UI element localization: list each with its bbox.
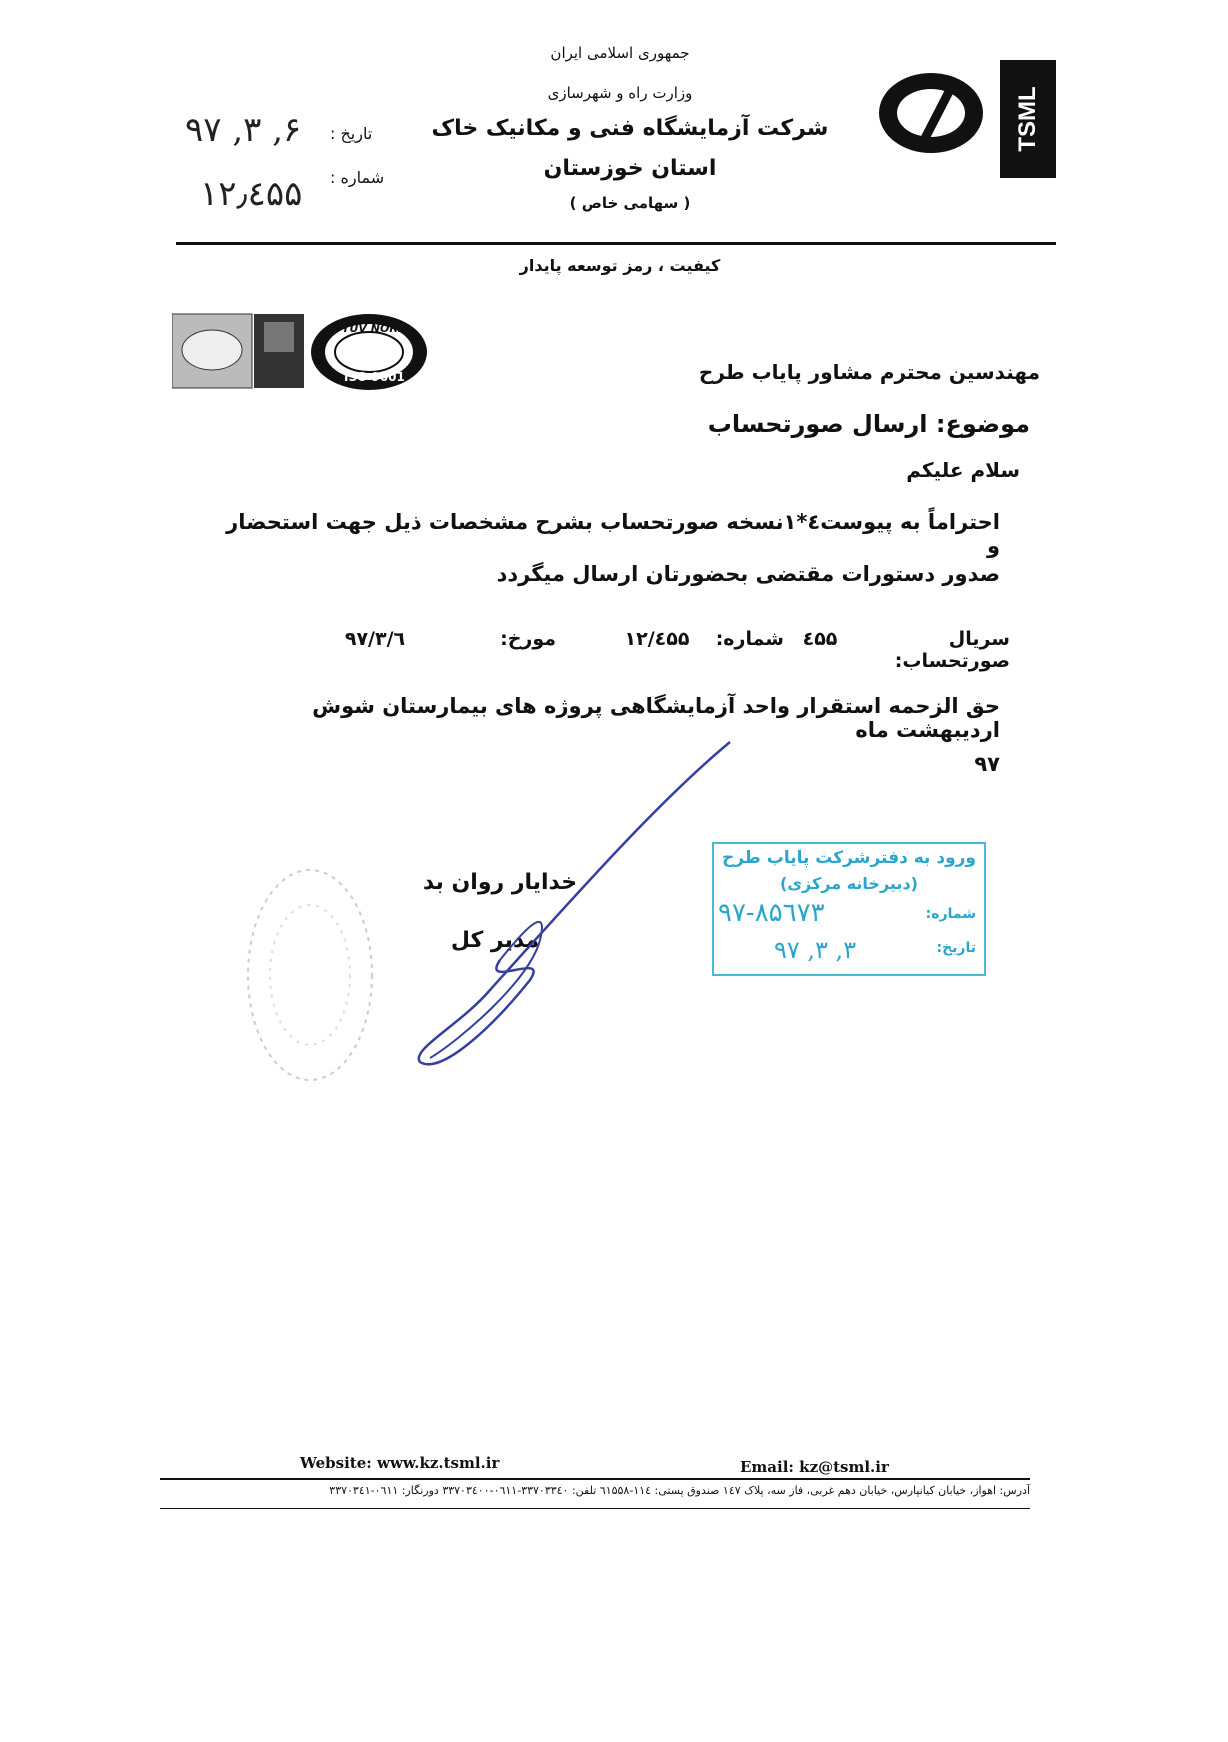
header-country: جمهوری اسلامی ایران [550,44,690,62]
letter-greeting: سلام علیکم [906,458,1020,482]
tsml-logo [1000,60,1056,178]
registration-stamp [712,842,986,976]
letter-paragraph-2: صدور دستورات مقتضی بحضورتان ارسال میگردد [496,562,1000,586]
footer-address: آدرس: اهواز، خیابان کیانپارس، خیابان دهم غربی، فاز سه، پلاک ۱٤۷ صندوق پستی: ۱۱٤-٦۱۵۵۸ تلفن: ۳۳۷۰۳۳٤۰-۰٦۱۱-۳۳۷۰۳٤۰۰ دورنگار: ۰٦۱۱-۳۳۷۰۳٤۱ [329,1484,1030,1497]
footer-email: Email: kz@tsml.ir [740,1458,889,1476]
signature-mark [400,740,760,1070]
handwritten-date: ۹۷ ,۳ ,۶ [185,110,302,150]
certification-logos [172,312,432,392]
date-label: تاریخ : [330,124,373,143]
invoice-description-year: ۹۷ [974,752,1000,776]
tuv-nord-label: TÜV NORD [342,322,407,335]
letter-recipient: مهندسین محترم مشاور پایاب طرح [698,360,1040,384]
invoice-serial-label: سریال صورتحساب: [894,628,1010,672]
invoice-number-value: ۱۲/٤۵۵ [624,628,690,650]
stamp-date-label: تاریخ: [936,940,976,956]
invoice-date-label: مورخ: [500,628,556,650]
iso-9001-label: ISO 9001 [344,370,405,384]
header-province: استان خوزستان [543,156,717,181]
stamp-title: ورود به دفترشرکت پایاب طرح [721,848,976,868]
letter-subject: موضوع: ارسال صورتحساب [707,410,1030,438]
stamp-handwritten-date: ۹۷ ,۳ ,۳ [774,936,857,964]
header-divider [176,242,1056,245]
header-company-name: شرکت آزمایشگاه فنی و مکانیک خاک [431,116,829,141]
invoice-serial-value: ٤۵۵ [802,628,838,650]
company-motto: کیفیت ، رمز توسعه پایدار [519,256,721,275]
number-label: شماره : [330,168,385,187]
stamp-subtitle: (دبیرخانه مرکزی) [780,874,918,893]
letter-paragraph-1: احتراماً به پیوست٤*۱نسخه صورتحساب بشرح مشخصات ذیل جهت استحضار و [226,510,1000,558]
header-company-type: ( سهامی خاص ) [569,194,691,212]
invoice-number-label: شماره: [715,628,784,650]
footer-website: Website: www.kz.tsml.ir [300,1454,500,1472]
stamp-handwritten-number: ۹۷-۸۵٦۷۳ [718,898,825,928]
header-ministry: وزارت راه و شهرسازی [547,84,693,102]
stamp-number-label: شماره: [925,906,976,922]
footer-divider-bottom [160,1508,1030,1509]
signer-title: مدیر کل [450,928,540,953]
invoice-description: حق الزحمه استقرار واحد آزمایشگاهی پروژه های بیمارستان شوش اردیبهشت ماه [312,694,1000,742]
handwritten-number: ۱۲٫٤۵۵ [200,174,303,214]
faint-seal-icon [240,860,380,1090]
company-emblem-icon [876,68,986,158]
letter-closing: خدایار روان بد [422,870,578,895]
footer-divider [160,1478,1030,1480]
invoice-date-value: ۹۷/۳/٦ [344,628,406,650]
tsml-logo-text: TSML [1014,86,1041,152]
